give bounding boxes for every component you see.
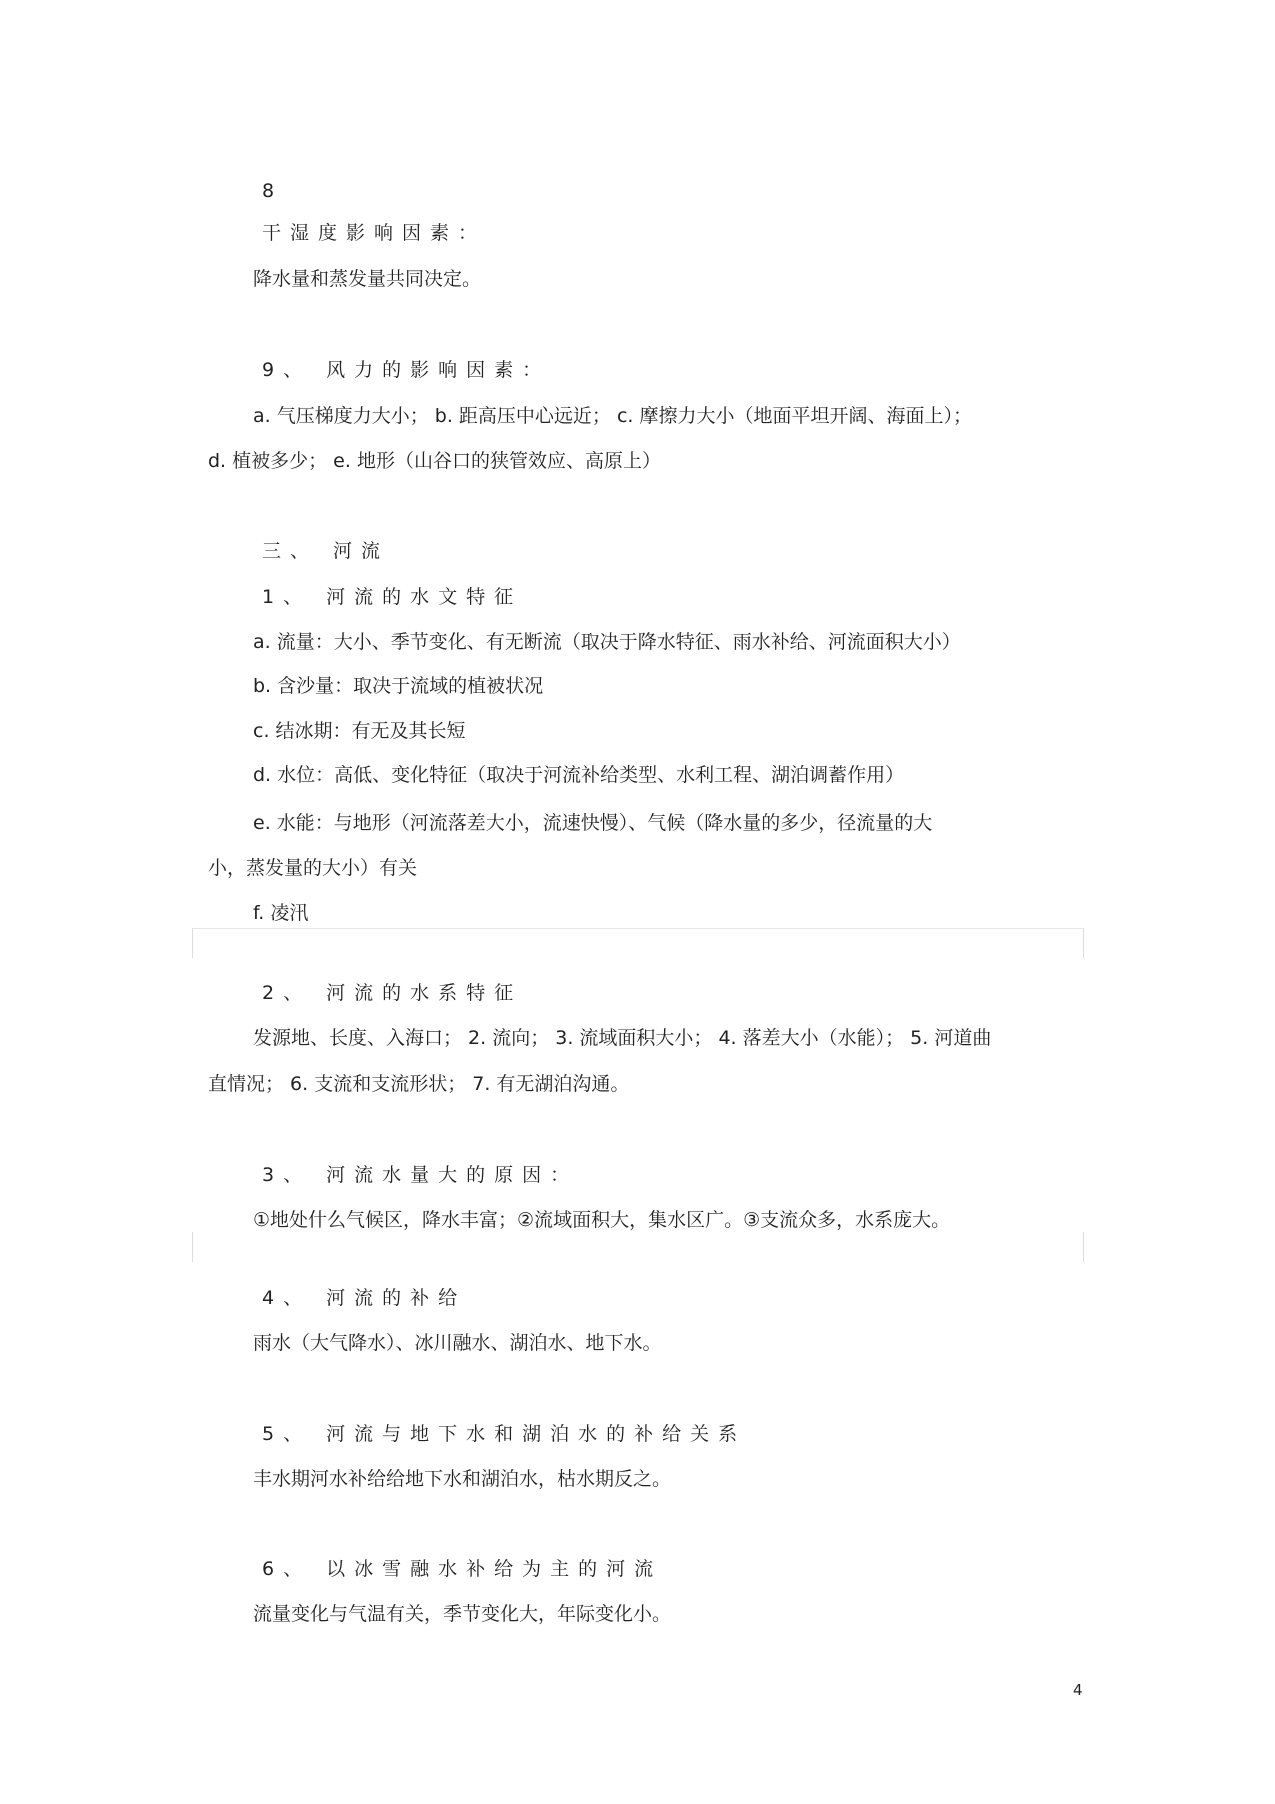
section-3-heading: 三、 河流 <box>262 540 390 562</box>
sub-4-heading: 4、 河流的补给 <box>262 1287 467 1309</box>
sub-4-body: 雨水（大气降水）、冰川融水、湖泊水、地下水。 <box>253 1332 662 1354</box>
sub-1-item-f: f. 凌汛 <box>253 902 309 924</box>
section-8-number: 8 <box>262 180 275 202</box>
page-join-tick-left <box>192 928 193 958</box>
sub-1-item-e-line-1: e. 水能：与地形（河流落差大小，流速快慢）、气候（降水量的多少，径流量的大 <box>253 812 933 834</box>
sub-1-heading: 1、 河流的水文特征 <box>262 586 523 608</box>
sub-2-line-2: 直情况； 6. 支流和支流形状； 7. 有无湖泊沟通。 <box>208 1073 630 1095</box>
sub-5-body: 丰水期河水补给给地下水和湖泊水，枯水期反之。 <box>253 1468 672 1490</box>
sub-1-item-d: d. 水位：高低、变化特征（取决于河流补给类型、水利工程、湖泊调蓄作用） <box>253 764 905 786</box>
section-9-heading: 9、 风力的影响因素： <box>262 359 551 381</box>
sub-3-heading: 3、 河流水量大的原因： <box>262 1164 579 1186</box>
page-join-tick-right <box>1083 928 1084 958</box>
page-join-tick-right-2 <box>1083 1232 1084 1262</box>
sub-1-item-e-line-2: 小，蒸发量的大小）有关 <box>208 857 418 879</box>
section-9-line-1: a. 气压梯度力大小； b. 距高压中心远近； c. 摩擦力大小（地面平坦开阔、海面上）； <box>253 405 972 427</box>
sub-3-body: ①地处什么气候区，降水丰富；②流域面积大，集水区广。③支流众多，水系庞大。 <box>253 1209 951 1231</box>
sub-6-heading: 6、 以冰雪融水补给为主的河流 <box>262 1558 663 1580</box>
page-number: 4 <box>1073 1681 1083 1699</box>
page-join-rule <box>192 928 1084 929</box>
sub-2-line-1: 发源地、长度、入海口； 2. 流向； 3. 流域面积大小； 4. 落差大小（水能）； 5. 河道曲 <box>253 1027 992 1049</box>
sub-6-body: 流量变化与气温有关，季节变化大，年际变化小。 <box>253 1603 672 1625</box>
section-9-line-2: d. 植被多少； e. 地形（山谷口的狭管效应、高原上） <box>208 450 661 472</box>
sub-1-item-a: a. 流量：大小、季节变化、有无断流（取决于降水特征、雨水补给、河流面积大小） <box>253 631 961 653</box>
sub-2-heading: 2、 河流的水系特征 <box>262 982 523 1004</box>
page-join-tick-left-2 <box>192 1232 193 1262</box>
sub-1-item-b: b. 含沙量：取决于流域的植被状况 <box>253 675 544 697</box>
section-8-body: 降水量和蒸发量共同决定。 <box>253 268 482 290</box>
section-8-heading: 干湿度影响因素： <box>262 222 487 244</box>
sub-1-item-c: c. 结冰期：有无及其长短 <box>253 720 466 742</box>
sub-5-heading: 5、 河流与地下水和湖泊水的补给关系 <box>262 1423 747 1445</box>
